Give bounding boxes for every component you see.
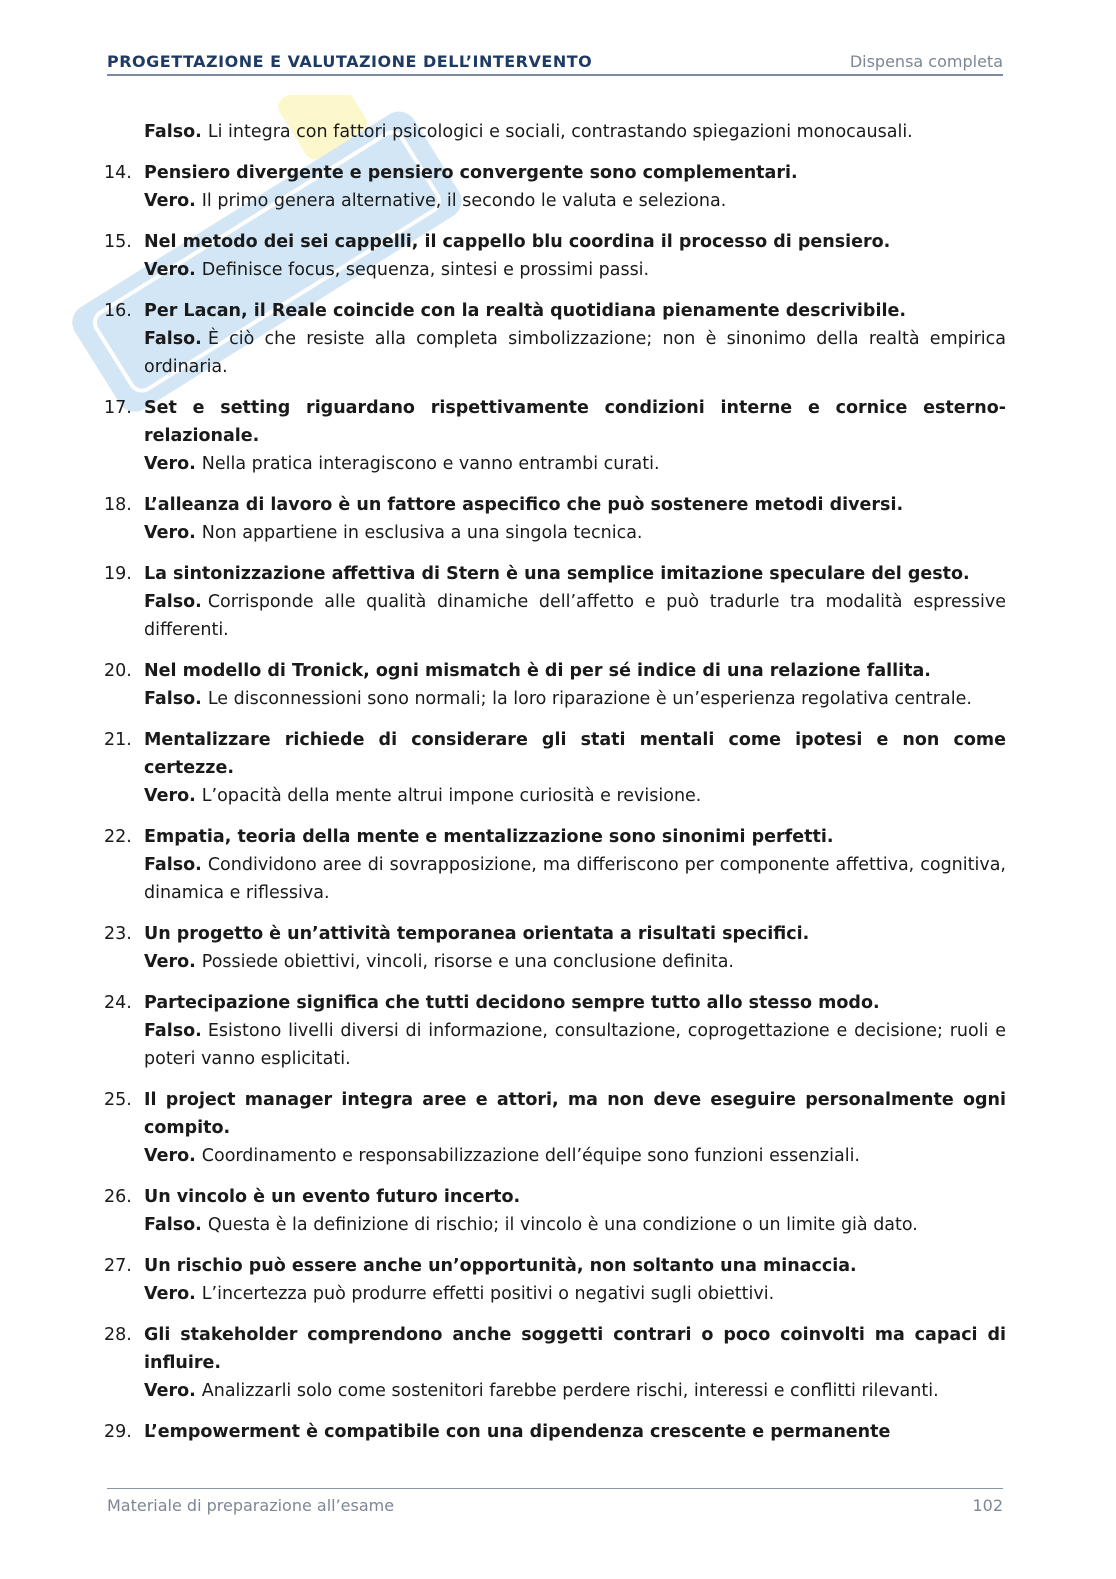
question: Pensiero divergente e pensiero convergente sono complementari. [144,163,798,183]
answer-text: Questa è la definizione di rischio; il vincolo è una condizione o un limite già dato. [207,1215,918,1235]
item-number: 16. [104,301,132,321]
question: Il project manager integra aree e attori, ma non deve eseguire personalmente ogni compito. [144,1090,1006,1138]
list-item [104,657,1006,713]
answer [144,1017,1006,1073]
question: Nel modello di Tronick, ogni mismatch è di per sé indice di una relazione fallita. [144,661,931,681]
answer [144,187,1006,215]
answer-text: Condividono aree di sovrapposizione, ma differiscono per componente affettiva, cognitiva, dinamica e riflessiva. [144,855,1006,903]
answer-text: Non appartiene in esclusiva a una singola tecnica. [201,523,643,543]
answer [144,948,1006,976]
answer [144,588,1006,644]
answer-text: Le disconnessioni sono normali; la loro riparazione è un’esperienza regolativa centrale. [207,689,972,709]
question: Un vincolo è un evento futuro incerto. [144,1187,521,1207]
question: L’empowerment è compatibile con una dipendenza crescente e permanente [144,1422,891,1442]
page-number: 102 [972,1496,1003,1515]
item-number: 15. [104,232,132,252]
question: Partecipazione significa che tutti decidono sempre tutto allo stesso modo. [144,993,880,1013]
list-item-continuation [104,118,1006,146]
verdict: Vero. [144,260,196,280]
verdict: Vero. [144,1381,196,1401]
question: Empatia, teoria della mente e mentalizzazione sono sinonimi perfetti. [144,827,834,847]
answer [144,851,1006,907]
item-number: 20. [104,661,132,681]
answer [144,118,1006,146]
list-item [104,1183,1006,1239]
verdict: Vero. [144,191,196,211]
list-item [104,1418,1006,1446]
list-item [104,920,1006,976]
list-item [104,1086,1006,1170]
list-item [104,297,1006,381]
verdict: Falso. [144,329,202,349]
answer [144,1211,1006,1239]
item-number: 17. [104,398,132,418]
verdict: Vero. [144,1146,196,1166]
item-number: 27. [104,1256,132,1276]
item-number: 22. [104,827,132,847]
answer-text: L’opacità della mente altrui impone curiosità e revisione. [201,786,702,806]
question: Gli stakeholder comprendono anche soggetti contrari o poco coinvolti ma capaci di influire. [144,1325,1006,1373]
answer [144,256,1006,284]
item-number: 21. [104,730,132,750]
question: La sintonizzazione affettiva di Stern è una semplice imitazione speculare del gesto. [144,564,970,584]
answer [144,685,1006,713]
page-footer [107,1488,1003,1525]
answer [144,325,1006,381]
header-subtitle: Dispensa completa [849,52,1003,71]
verdict: Falso. [144,1021,202,1041]
answer [144,450,1006,478]
verdict: Falso. [144,1215,202,1235]
footer-label: Materiale di preparazione all’esame [107,1496,395,1515]
verdict: Vero. [144,952,196,972]
item-number: 25. [104,1090,132,1110]
page-header [107,52,1003,76]
answer-text: L’incertezza può produrre effetti positivi o negativi sugli obiettivi. [201,1284,775,1304]
answer [144,1280,1006,1308]
header-title: PROGETTAZIONE E VALUTAZIONE DELL’INTERVENTO [107,52,593,71]
verdict: Vero. [144,523,196,543]
answer-text: Nella pratica interagiscono e vanno entrambi curati. [201,454,660,474]
item-number: 19. [104,564,132,584]
list-item [104,1321,1006,1405]
item-number: 14. [104,163,132,183]
item-number: 28. [104,1325,132,1345]
answer [144,1377,1006,1405]
list-item [104,1252,1006,1308]
question: L’alleanza di lavoro è un fattore aspecifico che può sostenere metodi diversi. [144,495,904,515]
answer-text: Il primo genera alternative, il secondo le valuta e seleziona. [201,191,727,211]
list-item [104,823,1006,907]
question: Set e setting riguardano rispettivamente condizioni interne e cornice esterno-relazionale. [144,398,1006,446]
verdict: Vero. [144,1284,196,1304]
answer-text: Corrisponde alle qualità dinamiche dell’affetto e può tradurle tra modalità espressive differenti. [144,592,1006,640]
question: Un rischio può essere anche un’opportunità, non soltanto una minaccia. [144,1256,857,1276]
list-item [104,560,1006,644]
answer-text: Analizzarli solo come sostenitori farebbe perdere rischi, interessi e conflitti rilevanti. [201,1381,939,1401]
answer [144,1142,1006,1170]
question: Un progetto è un’attività temporanea orientata a risultati specifici. [144,924,810,944]
question-list [104,118,1006,1459]
answer-text: Definisce focus, sequenza, sintesi e prossimi passi. [201,260,650,280]
verdict: Falso. [144,855,202,875]
verdict: Vero. [144,786,196,806]
answer [144,782,1006,810]
item-number: 24. [104,993,132,1013]
question: Mentalizzare richiede di considerare gli stati mentali come ipotesi e non come certezze. [144,730,1006,778]
verdict: Falso. [144,122,202,142]
list-item [104,159,1006,215]
list-item [104,726,1006,810]
answer-text: È ciò che resiste alla completa simbolizzazione; non è sinonimo della realtà empirica ordinaria. [144,329,1006,377]
verdict: Falso. [144,689,202,709]
list-item [104,491,1006,547]
answer-text: Li integra con fattori psicologici e sociali, contrastando spiegazioni monocausali. [207,122,913,142]
verdict: Vero. [144,454,196,474]
answer-text: Possiede obiettivi, vincoli, risorse e una conclusione definita. [201,952,734,972]
item-number: 29. [104,1422,132,1442]
question: Per Lacan, il Reale coincide con la realtà quotidiana pienamente descrivibile. [144,301,906,321]
list-item [104,989,1006,1073]
item-number: 23. [104,924,132,944]
question: Nel metodo dei sei cappelli, il cappello blu coordina il processo di pensiero. [144,232,891,252]
verdict: Falso. [144,592,202,612]
answer [144,519,1006,547]
list-item [104,228,1006,284]
answer-text: Coordinamento e responsabilizzazione dell’équipe sono funzioni essenziali. [201,1146,860,1166]
list-item [104,394,1006,478]
item-number: 26. [104,1187,132,1207]
answer-text: Esistono livelli diversi di informazione, consultazione, coprogettazione e decisione; ruoli e poteri vanno esplicitati. [144,1021,1006,1069]
item-number: 18. [104,495,132,515]
